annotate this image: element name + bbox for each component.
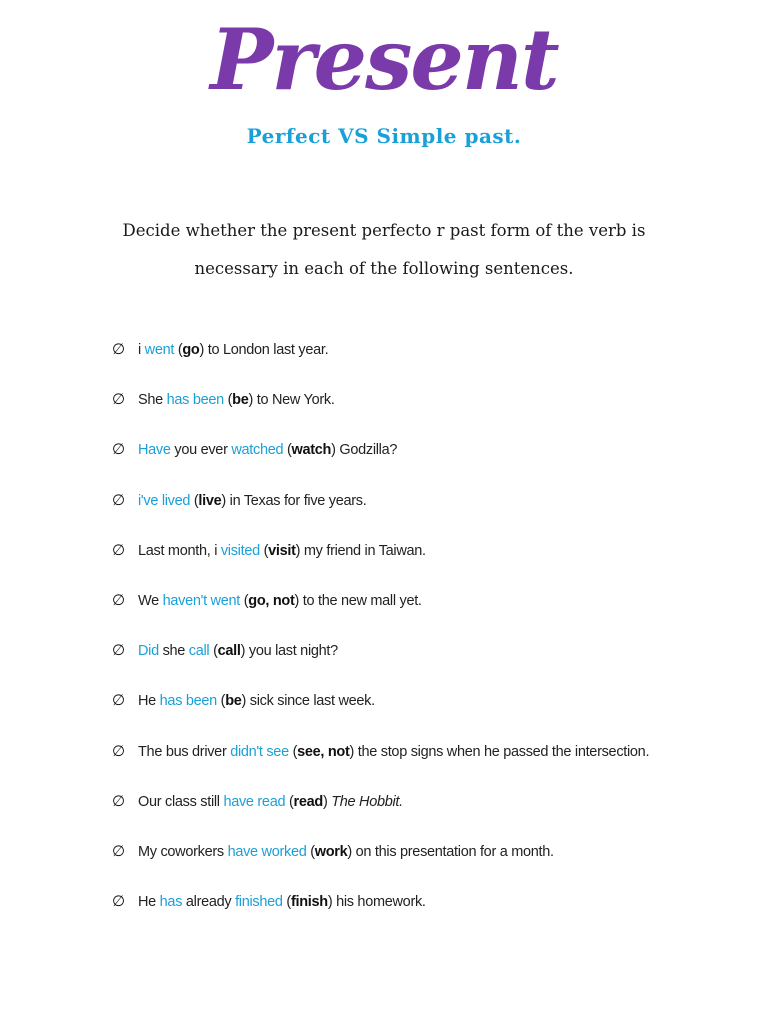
- answer-verb: watched: [231, 442, 284, 459]
- sentence-text: (: [285, 793, 294, 810]
- exercise-item: [112, 842, 712, 892]
- sentence-text: (: [240, 592, 249, 609]
- sentence-text: ) Godzilla?: [331, 442, 398, 459]
- exercise-sentence: [138, 440, 397, 460]
- exercise-item: [112, 440, 712, 490]
- base-verb: go, not: [248, 592, 295, 609]
- answer-verb: have worked: [227, 843, 307, 860]
- exercise-sentence: [138, 641, 338, 661]
- base-verb: visit: [268, 542, 296, 559]
- exercise-sentence: [138, 591, 422, 611]
- sentence-text: (: [209, 643, 218, 660]
- base-verb: read: [293, 793, 323, 810]
- answer-verb: Have: [138, 442, 171, 459]
- base-verb: watch: [291, 442, 332, 459]
- base-verb: go: [182, 342, 200, 358]
- exercise-item: [112, 591, 712, 641]
- sentence-text: ) to New York.: [248, 392, 335, 409]
- sentence-text: you ever: [170, 442, 232, 459]
- sentence-text: ) the stop signs when he passed the intersection.: [349, 743, 650, 760]
- exercise-item: [112, 742, 712, 792]
- empty-set-icon: ∅: [112, 642, 125, 660]
- exercise-item: [112, 340, 712, 390]
- exercise-item: [112, 892, 712, 942]
- answer-verb: call: [188, 643, 210, 660]
- sentence-text: The bus driver: [138, 743, 231, 760]
- exercise-item: [112, 641, 712, 691]
- answer-verb: i've lived: [138, 492, 191, 509]
- empty-set-icon: ∅: [112, 792, 125, 810]
- exercise-item: [112, 691, 712, 741]
- sentence-text: She: [138, 392, 167, 409]
- page-subtitle: Perfect VS Simple past.: [246, 124, 522, 148]
- exercise-sentence: [138, 691, 375, 711]
- empty-set-icon: ∅: [112, 541, 125, 559]
- empty-set-icon: ∅: [112, 742, 125, 760]
- sentence-text: ) on this presentation for a month.: [347, 843, 554, 860]
- sentence-text: (: [306, 843, 315, 860]
- sentence-text: ): [322, 793, 332, 810]
- sentence-text: He: [138, 693, 160, 710]
- sentence-text: (: [282, 894, 291, 911]
- sentence-text: i: [138, 342, 145, 358]
- empty-set-icon: ∅: [112, 893, 125, 911]
- sentence-text: ) his homework.: [327, 894, 426, 911]
- empty-set-icon: ∅: [112, 842, 125, 860]
- sentence-text: He: [138, 894, 160, 911]
- answer-verb: went: [144, 342, 175, 358]
- sentence-text: ) my friend in Taiwan.: [295, 542, 426, 559]
- base-verb: be: [232, 392, 249, 409]
- answer-verb: didn't see: [230, 743, 289, 760]
- exercise-sentence: [138, 390, 335, 410]
- sentence-text: (: [259, 542, 269, 559]
- sentence-text: We: [138, 592, 163, 609]
- sentence-text: (: [174, 342, 183, 358]
- base-verb: finish: [290, 894, 328, 911]
- sentence-text: (: [288, 743, 298, 760]
- sentence-text: already: [182, 894, 236, 911]
- answer-verb: has: [159, 894, 183, 911]
- exercise-list: [112, 340, 712, 942]
- answer-verb: Did: [138, 643, 159, 660]
- sentence-text: (: [216, 693, 226, 710]
- base-verb: see, not: [297, 743, 350, 760]
- exercise-item: [112, 541, 712, 591]
- empty-set-icon: ∅: [112, 491, 125, 509]
- answer-verb: haven't went: [162, 592, 240, 609]
- sentence-text: she: [158, 643, 189, 660]
- sentence-text: Last month, i: [138, 542, 221, 559]
- instructions-text: Decide whether the present perfecto r past form of the verb is necessary in each of the following sentences.: [122, 221, 646, 278]
- sentence-text: (: [223, 392, 233, 409]
- sentence-text: (: [283, 442, 292, 459]
- sentence-text: ) you last night?: [240, 643, 338, 660]
- sentence-text: ) in Texas for five years.: [221, 492, 367, 509]
- answer-verb: finished: [235, 894, 283, 911]
- sentence-text: ) to the new mall yet.: [294, 592, 422, 609]
- exercise-sentence: [138, 340, 328, 360]
- page-title: Present: [210, 10, 558, 109]
- exercise-sentence: [138, 792, 403, 812]
- exercise-item: [112, 390, 712, 440]
- empty-set-icon: ∅: [112, 341, 125, 358]
- exercise-sentence: [138, 842, 554, 862]
- sentence-text: ) sick since last week.: [241, 693, 375, 710]
- sentence-text: Our class still: [138, 793, 224, 810]
- answer-verb: visited: [220, 542, 260, 559]
- exercise-sentence: [138, 742, 649, 762]
- exercise-sentence: [138, 491, 366, 511]
- sentence-text: (: [190, 492, 199, 509]
- empty-set-icon: ∅: [112, 591, 125, 609]
- base-verb: be: [225, 693, 242, 710]
- sentence-text: My coworkers: [138, 843, 228, 860]
- exercise-sentence: [138, 541, 426, 561]
- empty-set-icon: ∅: [112, 391, 125, 409]
- answer-verb: has been: [166, 392, 224, 409]
- sentence-text: ) to London last year.: [199, 342, 329, 358]
- exercise-item: [112, 491, 712, 541]
- empty-set-icon: ∅: [112, 441, 125, 459]
- base-verb: call: [217, 643, 241, 660]
- answer-verb: has been: [159, 693, 217, 710]
- book-title: The Hobbit.: [331, 793, 403, 810]
- base-verb: work: [314, 843, 348, 860]
- base-verb: live: [198, 492, 222, 509]
- exercise-sentence: [138, 892, 426, 912]
- exercise-item: [112, 792, 712, 842]
- answer-verb: have read: [223, 793, 286, 810]
- empty-set-icon: ∅: [112, 692, 125, 710]
